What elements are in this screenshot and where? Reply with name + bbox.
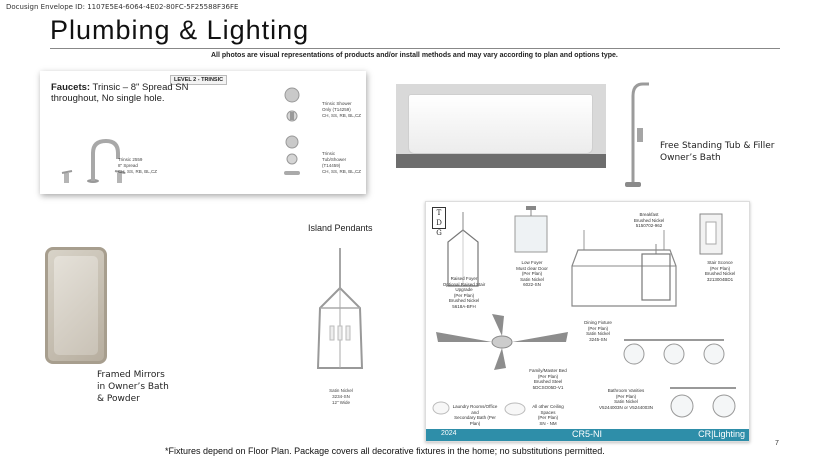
shower-head-image (272, 85, 312, 125)
family-label: Family/Master Bed (Per Plan) Brushed Steel 5DCSO05D-V1 (529, 368, 567, 390)
faucet-card (40, 71, 366, 194)
vanity-2-light-fixture (666, 378, 740, 424)
disclaimer: All photos are visual representations of products and/or install methods and may vary according to plan and options type. (211, 52, 618, 59)
envelope-id: Docusign Envelope ID: 1107E5E4-6064-4E02-80FC-5F25588F36FE (6, 3, 239, 11)
stair-sconce-fixture (696, 210, 726, 258)
tub-floor (396, 154, 606, 168)
collage-footer-bar (426, 429, 749, 441)
footer-note: *Fixtures depend on Floor Plan. Package covers all decorative fixtures in the home; no substitutions permitted. (165, 446, 605, 456)
title-divider (50, 48, 780, 49)
low-foyer-label: Low Foyer Must clear Door (Per Plan) Satin Nickel 6022-SN (516, 260, 548, 287)
tdg-logo: T D G (432, 207, 446, 229)
ceiling-label: All other Ceiling Spaces (Per Plan) SN - NM (532, 404, 564, 426)
laundry-label: Laundry Rooms/Office and Secondary Bath (Per Plan) (452, 404, 498, 426)
pendant-caption: Satin Nickel 3234-SN 12" Wide (329, 388, 353, 405)
island-pendant-image (300, 248, 380, 388)
vanities-label: Bathroom Vanities (Per Plan) Satin Nickel V5244003N or V5244003N (598, 388, 654, 410)
breakfast-lantern-fixture (638, 244, 674, 304)
ceiling-flush-fixture (504, 402, 526, 416)
lighting-collage (425, 201, 750, 442)
mirror-image (45, 247, 107, 364)
tub-caption: Free Standing Tub & Filler Owner’s Bath (660, 141, 775, 163)
vanity-3-light-fixture (618, 328, 730, 370)
page-title: Plumbing & Lighting (50, 15, 310, 45)
raised-foyer-label: Raised Foyer Optional Raised Stair Upgrade (Per Plan) Brushed Nickel 5618A-BFH (442, 276, 486, 309)
mirror-caption: Framed Mirrors in Owner’s Bath & Powder (97, 370, 169, 404)
low-foyer-fixture (509, 206, 553, 258)
faucet-desc: Trinsic – 8" Spread SN throughout, No single hole. (51, 82, 189, 104)
breakfast-label: Breakfast Brushed Nickel 5150702-962 (633, 212, 665, 228)
dining-label: Dining Fixture (Per Plan) Satin Nickel 3245-SN (584, 320, 612, 342)
tub-image (396, 84, 606, 168)
faucet-caption: Trinsic 2559 8" Spread CH, SS, RB, BL,CZ (118, 157, 158, 174)
tub-body (408, 94, 593, 154)
collage-code: CR5-NI (572, 429, 603, 439)
stair-sconce-label: Stair Sconce (Per Plan) Brushed Nickel 3213004BD1 (704, 260, 736, 282)
laundry-fixture (432, 400, 450, 416)
faucet-label: Faucets: (51, 82, 91, 93)
shower-caption: Trinsic Shower Only (T14259) CH, SS, RB, BL,CZ (322, 101, 362, 118)
tub-filler-image (615, 78, 655, 190)
mirror-glass (54, 256, 98, 355)
level-tag: LEVEL 2 - TRINSIC (170, 75, 227, 85)
ceiling-fan-fixture (432, 312, 572, 372)
island-pendants-label: Island Pendants (308, 223, 373, 233)
collage-year: 2024 (441, 430, 457, 437)
tub-shower-image (272, 133, 312, 183)
collage-brand: CR|Lighting (698, 429, 745, 439)
tub-shower-caption: Trinsic Tub/Shower (T14459) CH, SS, RB, BL,CZ (322, 151, 362, 174)
page-number: 7 (775, 440, 779, 447)
faucet-description (51, 82, 201, 104)
